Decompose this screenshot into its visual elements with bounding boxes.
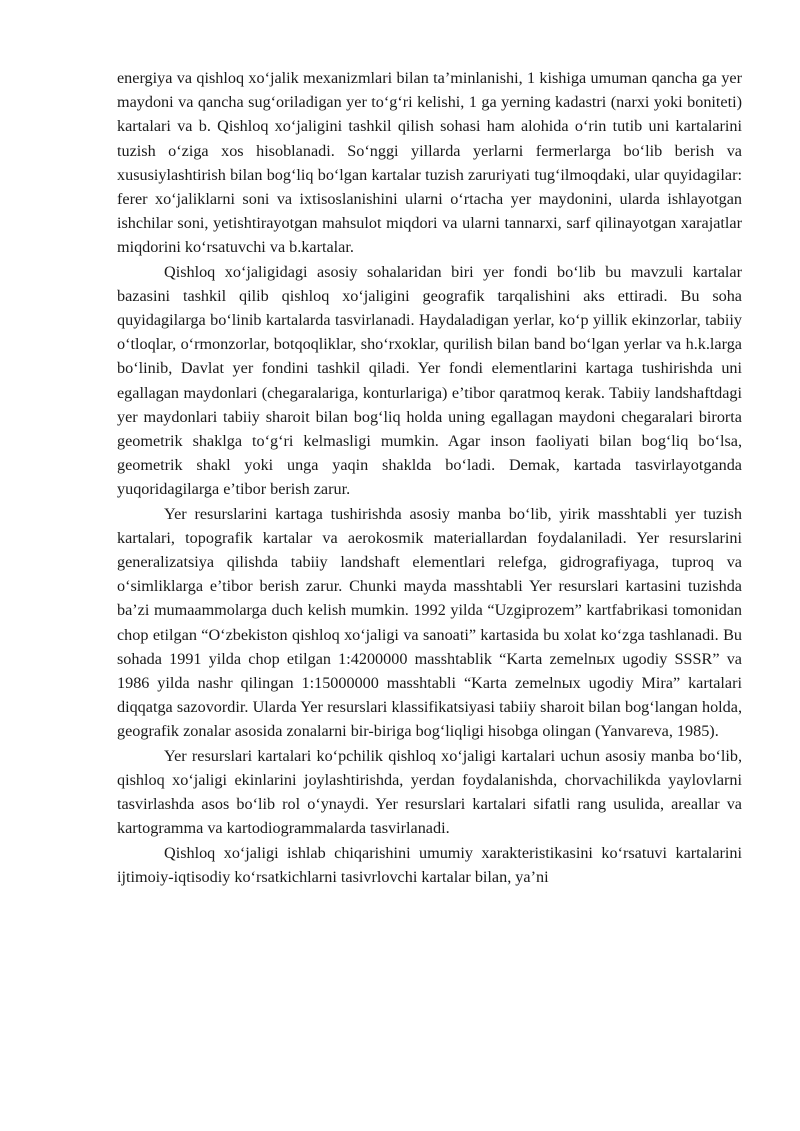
paragraph-agriculture-production: Qishloq xo‘jaligi ishlab chiqarishini umumiy xarakteristikasini ko‘rsatuvi kartalarini ijtimoiy-iqtisodiy ko‘rsatkichlarni tasivrlovchi kartalar bilan, ya’ni (117, 843, 742, 886)
paragraph-land-fund: Qishloq xo‘jaligidagi asosiy sohalaridan biri yer fondi bo‘lib bu mavzuli kartalar bazasini tashkil qilib qishloq xo‘jaligini geografik tarqalishini aks ettiradi. Bu soha quyidagilarga bo‘linib kartalarda tasvirlanadi. Haydaladigan yerlar, ko‘p yillik ekinzorlar, tabiiy o‘tloqlar, o‘rmonzorlar, botqoqliklar, sho‘rxoklar, qurilish bilan band bo‘lgan yerlar va h.k.larga bo‘linib, Davlat yer fondini tashkil qiladi. Yer fondi elementlarini kartaga tushirishda uni egallagan maydonlari (chegaralariga, konturlariga) e’tibor qaratmoq kerak. Tabiiy landshaftdagi yer maydonlari tabiiy sharoit bilan bog‘liq holda uning egallagan maydoni chegaralari birorta geometrik shaklga to‘g‘ri kelmasligi mumkin. Agar inson faoliyati bilan bog‘liq bo‘lsa, geometrik shakl yoki unga yaqin shaklda bo‘ladi. Demak, kartada tasvirlayotganda yuqoridagilarga e’tibor berish zarur. (117, 262, 742, 499)
document-page (117, 66, 742, 889)
paragraph-land-resources-maps: Yer resurslari kartalari ko‘pchilik qishloq xo‘jaligi kartalari uchun asosiy manba bo‘lib, qishloq xo‘jaligi ekinlarini joylashtirishda, yerdan foydalanishda, chorvachilikda yaylovlarni tasvirlashda asos bo‘lib rol o‘ynaydi. Yer resurslari kartalari sifatli rang usulida, areallar va kartogramma va kartodiogrammalarda tasvirlanadi. (117, 746, 742, 838)
paragraph-land-resources-mapping: Yer resurslarini kartaga tushirishda asosiy manba bo‘lib, yirik masshtabli yer tuzish kartalari, topografik kartalar va aerokosmik materiallardan foydalaniladi. Yer resurslarini generalizatsiya qilishda tabiiy landshaft elementlari relefga, gidrografiyaga, tuproq va o‘simliklarga e’tibor berish zarur. Chunki mayda masshtabli Yer resurslari kartasini tuzishda ba’zi mumaammolarga duch kelish mumkin. 1992 yilda “Uzgiprozem” kartfabrikasi tomonidan chop etilgan “O‘zbekiston qishloq xo‘jaligi va sanoati” kartasida bu xolat ko‘zga tashlanadi. Bu sohada 1991 yilda chop etilgan 1:4200000 masshtablik “Karta zemelnых ugodiy SSSR” va 1986 yilda nashr qilingan 1:15000000 masshtabli “Karta zemelnых ugodiy Mira” kartalari diqqatga sazovordir. Ularda Yer resurslari klassifikatsiyasi tabiiy sharoit bilan bog‘langan holda, geografik zonalar asosida zonalarni bir-biriga bog‘liqligi hisobga olingan (Yanvareva, 1985). (117, 504, 742, 741)
paragraph-continuation: energiya va qishloq xo‘jalik mexanizmlari bilan ta’minlanishi, 1 kishiga umuman qancha ga yer maydoni va qancha sug‘oriladigan yer to‘g‘ri kelishi, 1 ga yerning kadastri (narxi yoki boniteti) kartalari va b. Qishloq xo‘jaligini tashkil qilish sohasi ham alohida o‘rin tutib uni kartalarini tuzish o‘ziga xos hisoblanadi. So‘nggi yillarda yerlarni fermerlarga bo‘lib berish va xususiylashtirish bilan bog‘liq bo‘lgan kartalar tuzish zaruriyati tug‘ilmoqdaki, ular quyidagilar: ferer xo‘jaliklarni soni va ixtisoslanishini ularni o‘rtacha yer maydonini, ularda ishlayotgan ishchilar soni, yetishtirayotgan mahsulot miqdori va ularni tannarxi, sarf qilinayotgan xarajatlar miqdorini ko‘rsatuvchi va b.kartalar. (117, 69, 742, 257)
